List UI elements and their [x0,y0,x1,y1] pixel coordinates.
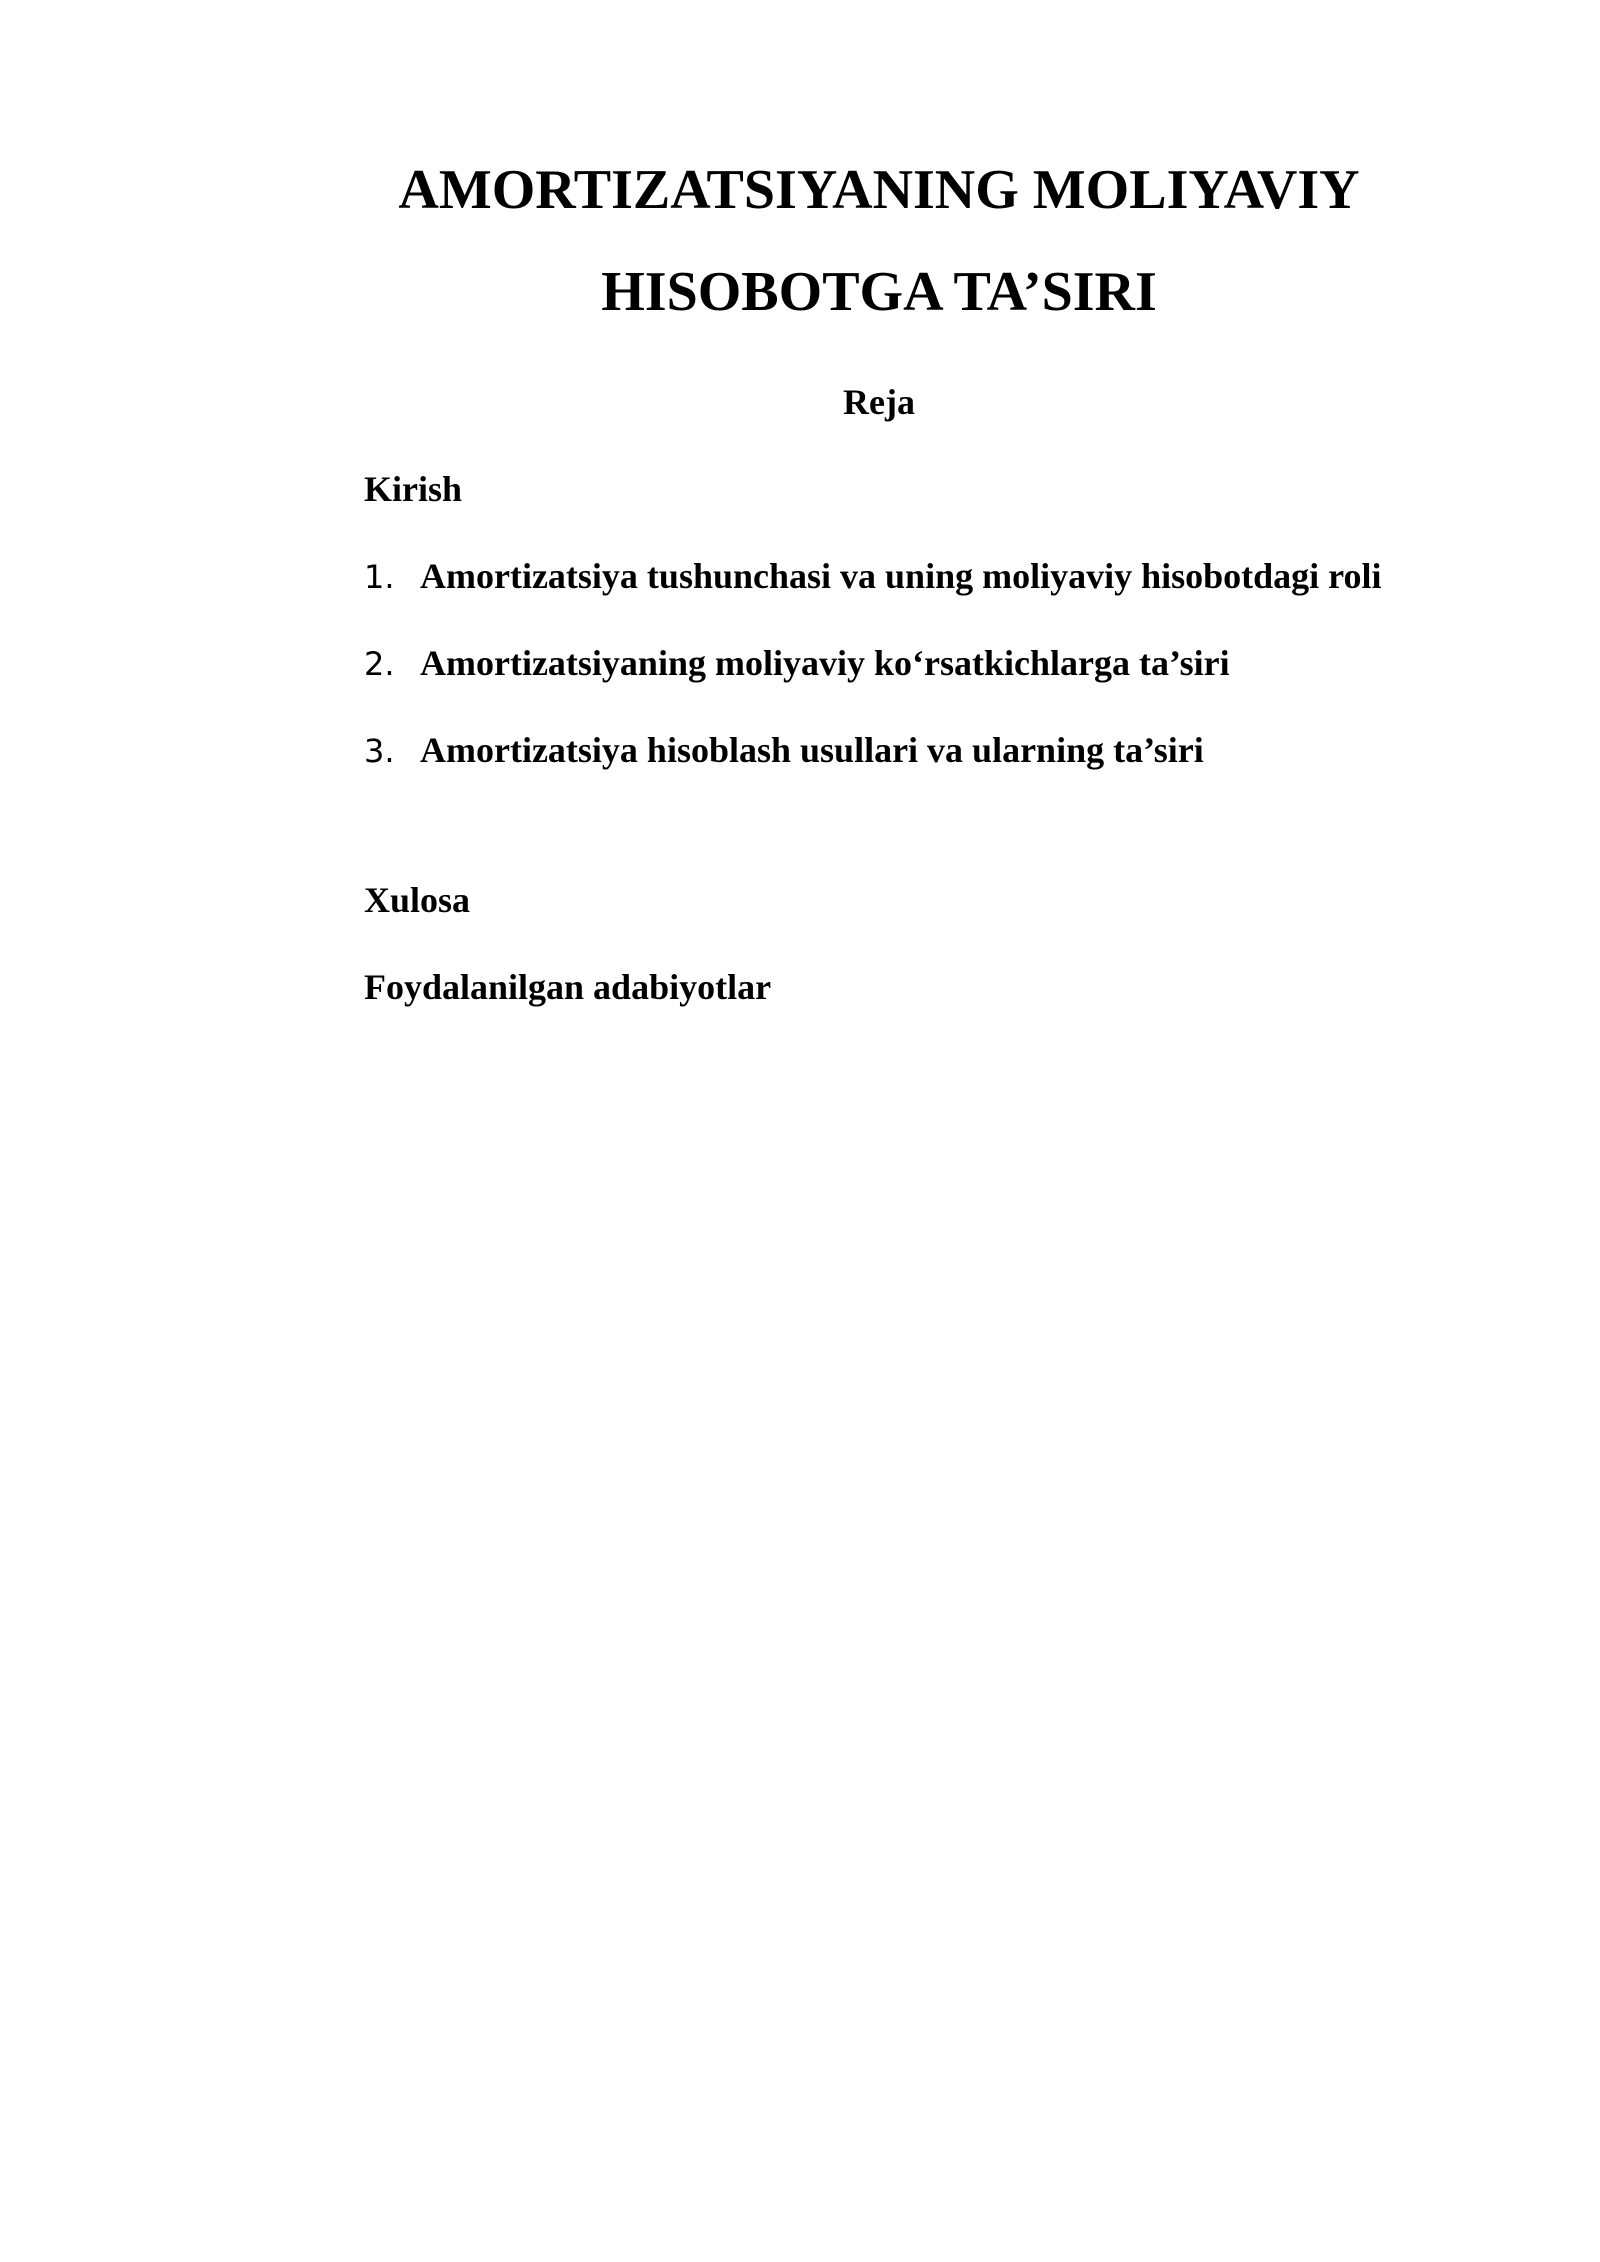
references-heading: Foydalanilgan adabiyotlar [364,967,772,1007]
plan-item-number: 2. [364,645,395,683]
conclusion-heading: Xulosa [364,880,471,920]
plan-item-3 [364,732,1204,768]
plan-item-number: 3. [364,732,395,770]
document-title-line-2: HISOBOTGA TA’SIRI [601,261,1157,323]
plan-item-text: Amortizatsiyaning moliyaviy ko‘rsatkichlarga ta’siri [420,643,1230,683]
plan-item-text: Amortizatsiya hisoblash usullari va ularning ta’siri [420,730,1204,770]
document-title-line-1: AMORTIZATSIYANING MOLIYAVIY [398,159,1360,221]
plan-heading: Reja [843,382,915,422]
plan-item-text: Amortizatsiya tushunchasi va uning moliyaviy hisobotdagi roli [420,556,1382,596]
intro-heading: Kirish [364,469,463,509]
plan-item-1 [364,558,1382,594]
plan-item-2 [364,645,1230,681]
plan-item-number: 1. [364,558,395,596]
